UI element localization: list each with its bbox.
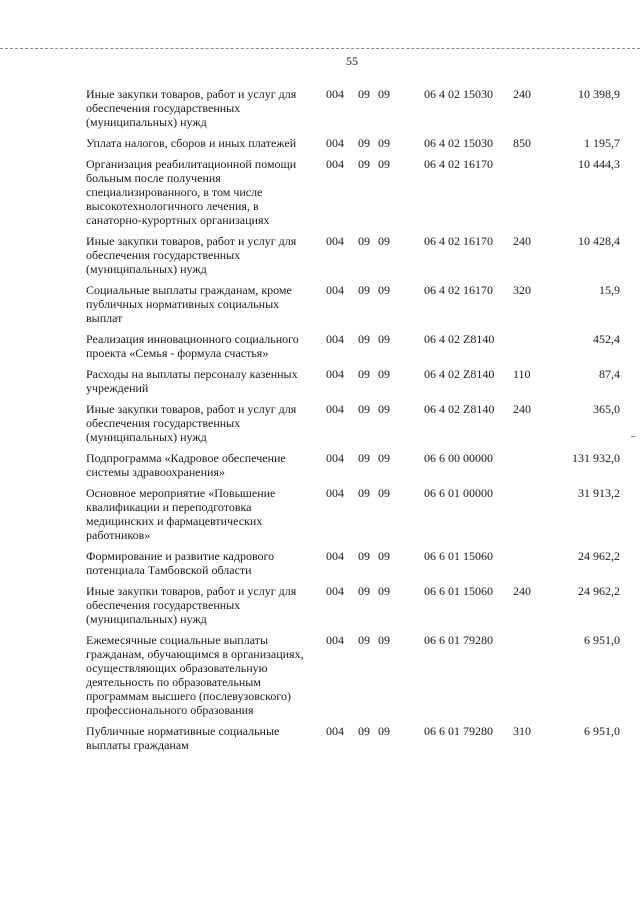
- row-subsection-code: 09: [378, 486, 390, 500]
- row-ministry-code: 004: [326, 402, 344, 416]
- row-subsection-code: 09: [378, 87, 390, 101]
- table-row: [86, 549, 620, 584]
- row-name: Формирование и развитие кадрового потенциала Тамбовской области: [86, 549, 275, 577]
- row-target-code: 06 4 02 15030: [424, 87, 493, 101]
- dashed-cut-line: [0, 48, 640, 49]
- row-ministry-code: 004: [326, 486, 344, 500]
- row-amount: 24 962,2: [578, 549, 620, 563]
- row-section-code: 09: [358, 549, 370, 563]
- row-section-code: 09: [358, 402, 370, 416]
- page-number: 55: [346, 54, 358, 68]
- row-section-code: 09: [358, 724, 370, 738]
- row-name: Организация реабилитационной помощи больным после получения специализированного, в том числе высокотехнологичного лечения, в санаторно-курортных организациях: [86, 157, 297, 227]
- row-name: Основное мероприятие «Повышение квалификации и переподготовка медицинских и фармацевтических работников»: [86, 486, 276, 542]
- table-row: [86, 451, 620, 486]
- row-amount: 6 951,0: [584, 724, 620, 738]
- row-target-code: 06 6 01 79280: [424, 724, 493, 738]
- row-expense-type: [513, 332, 541, 367]
- row-subsection-code: 09: [378, 584, 390, 598]
- table-row: [86, 486, 620, 549]
- row-target-code: 06 6 00 00000: [424, 451, 493, 465]
- row-name: Расходы на выплаты персоналу казенных учреждений: [86, 367, 298, 395]
- row-subsection-code: 09: [378, 367, 390, 381]
- row-ministry-code: 004: [326, 584, 344, 598]
- row-subsection-code: 09: [378, 332, 390, 346]
- row-subsection-code: 09: [378, 402, 390, 416]
- row-subsection-code: 09: [378, 549, 390, 563]
- table-row: [86, 332, 620, 367]
- row-expense-type: 240: [513, 402, 531, 416]
- budget-table-body: [86, 87, 620, 759]
- row-ministry-code: 004: [326, 283, 344, 297]
- row-target-code: 06 4 02 Z8140: [424, 332, 495, 346]
- table-row: [86, 136, 620, 157]
- row-subsection-code: 09: [378, 724, 390, 738]
- row-expense-type: 240: [513, 87, 531, 101]
- row-expense-type: 240: [513, 584, 531, 598]
- row-amount: 24 962,2: [578, 584, 620, 598]
- row-section-code: 09: [358, 451, 370, 465]
- row-target-code: 06 6 01 15060: [424, 584, 493, 598]
- row-amount: 1 195,7: [584, 136, 620, 150]
- row-ministry-code: 004: [326, 234, 344, 248]
- row-section-code: 09: [358, 584, 370, 598]
- row-name: Иные закупки товаров, работ и услуг для обеспечения государственных (муниципальных) нужд: [86, 402, 297, 444]
- row-amount: 365,0: [593, 402, 620, 416]
- row-section-code: 09: [358, 136, 370, 150]
- row-amount: 10 444,3: [578, 157, 620, 171]
- row-section-code: 09: [358, 157, 370, 171]
- row-amount: 131 932,0: [572, 451, 620, 465]
- row-ministry-code: 004: [326, 451, 344, 465]
- row-expense-type: [513, 157, 541, 234]
- table-row: [86, 157, 620, 234]
- row-name: Иные закупки товаров, работ и услуг для обеспечения государственных (муниципальных) нужд: [86, 584, 297, 626]
- row-expense-type: 310: [513, 724, 531, 738]
- margin-mark: [631, 436, 635, 437]
- row-target-code: 06 4 02 16170: [424, 234, 493, 248]
- row-amount: 87,4: [599, 367, 620, 381]
- row-section-code: 09: [358, 367, 370, 381]
- table-row: [86, 87, 620, 136]
- table-row: [86, 584, 620, 633]
- table-row: [86, 234, 620, 283]
- row-name: Подпрограмма «Кадровое обеспечение системы здравоохранения»: [86, 451, 286, 479]
- row-ministry-code: 004: [326, 367, 344, 381]
- row-name: Иные закупки товаров, работ и услуг для обеспечения государственных (муниципальных) нужд: [86, 87, 297, 129]
- row-expense-type: 850: [513, 136, 531, 150]
- row-target-code: 06 6 01 79280: [424, 633, 493, 647]
- row-ministry-code: 004: [326, 633, 344, 647]
- row-target-code: 06 4 02 16170: [424, 157, 493, 171]
- row-section-code: 09: [358, 283, 370, 297]
- row-expense-type: 320: [513, 283, 531, 297]
- row-subsection-code: 09: [378, 283, 390, 297]
- table-row: [86, 724, 620, 759]
- row-section-code: 09: [358, 633, 370, 647]
- row-name: Ежемесячные социальные выплаты гражданам, обучающимся в организациях, осуществляющих образовательную деятельность по образовательным программам высшего (послевузовского) профессионального образования: [86, 633, 304, 717]
- row-amount: 10 428,4: [578, 234, 620, 248]
- row-subsection-code: 09: [378, 136, 390, 150]
- row-target-code: 06 4 02 Z8140: [424, 367, 495, 381]
- row-expense-type: 110: [513, 367, 531, 381]
- row-amount: 31 913,2: [578, 486, 620, 500]
- row-amount: 452,4: [593, 332, 620, 346]
- row-ministry-code: 004: [326, 724, 344, 738]
- row-ministry-code: 004: [326, 157, 344, 171]
- row-name: Публичные нормативные социальные выплаты гражданам: [86, 724, 280, 752]
- row-expense-type: 240: [513, 234, 531, 248]
- row-amount: 6 951,0: [584, 633, 620, 647]
- row-ministry-code: 004: [326, 549, 344, 563]
- row-amount: 10 398,9: [578, 87, 620, 101]
- table-row: [86, 283, 620, 332]
- table-row: [86, 367, 620, 402]
- row-expense-type: [513, 549, 541, 584]
- table-row: [86, 402, 620, 451]
- row-section-code: 09: [358, 87, 370, 101]
- row-subsection-code: 09: [378, 234, 390, 248]
- row-target-code: 06 4 02 16170: [424, 283, 493, 297]
- row-name: Социальные выплаты гражданам, кроме публичных нормативных социальных выплат: [86, 283, 292, 325]
- row-section-code: 09: [358, 332, 370, 346]
- row-subsection-code: 09: [378, 451, 390, 465]
- row-target-code: 06 4 02 Z8140: [424, 402, 495, 416]
- row-ministry-code: 004: [326, 87, 344, 101]
- row-ministry-code: 004: [326, 136, 344, 150]
- row-ministry-code: 004: [326, 332, 344, 346]
- row-target-code: 06 6 01 15060: [424, 549, 493, 563]
- row-target-code: 06 6 01 00000: [424, 486, 493, 500]
- row-section-code: 09: [358, 234, 370, 248]
- row-amount: 15,9: [599, 283, 620, 297]
- row-section-code: 09: [358, 486, 370, 500]
- row-name: Уплата налогов, сборов и иных платежей: [86, 136, 297, 150]
- row-name: Реализация инновационного социального проекта «Семья - формула счастья»: [86, 332, 299, 360]
- row-expense-type: [513, 486, 541, 549]
- row-expense-type: [513, 633, 541, 724]
- row-expense-type: [513, 451, 541, 486]
- row-subsection-code: 09: [378, 157, 390, 171]
- row-target-code: 06 4 02 15030: [424, 136, 493, 150]
- table-row: [86, 633, 620, 724]
- row-subsection-code: 09: [378, 633, 390, 647]
- budget-table: [86, 87, 620, 759]
- row-name: Иные закупки товаров, работ и услуг для обеспечения государственных (муниципальных) нужд: [86, 234, 297, 276]
